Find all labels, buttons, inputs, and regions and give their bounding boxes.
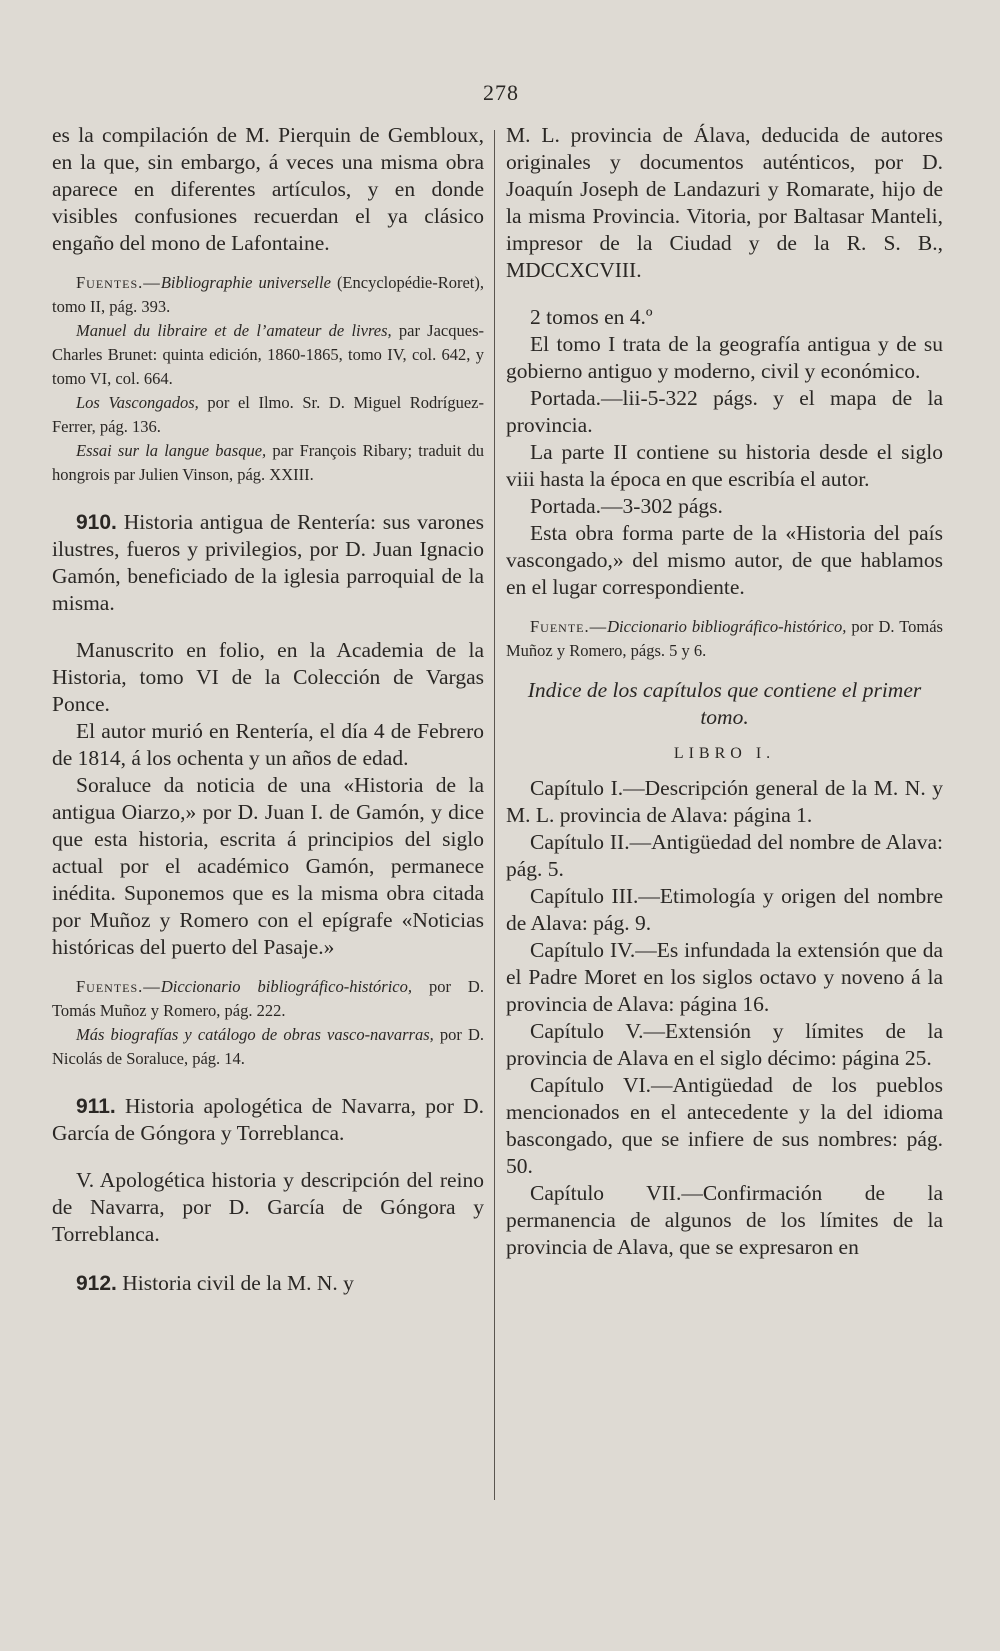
chapter-entry: Capítulo V.—Extensión y límites de la provincia de Alava en el siglo décimo: página 25.	[506, 1019, 943, 1070]
source-title: Más biografías y catálogo de obras vasco-navarras,	[76, 1025, 434, 1044]
paragraph-continuation: M. L. provincia de Álava, deducida de autores originales y documentos auténticos, por D. Joaquín Joseph de Landazuri y Romarate, hijo de la misma Provincia. Vitoria, por Baltasar Manteli, impresor de la Ciudad y de la R. S. B., MDCCXCVIII.	[506, 123, 943, 282]
entry-number: 910.	[76, 511, 117, 534]
sources-label: Fuentes.—	[76, 977, 161, 996]
left-column	[52, 122, 484, 1297]
paragraph: Portada.—3-302 págs.	[530, 494, 723, 518]
paragraph: El tomo I trata de la geografía antigua y de su gobierno antiguo y moderno, civil y económico.	[506, 332, 943, 383]
source-detail: (Encyclopédie-Roret), tomo II, pág. 393.	[52, 273, 484, 316]
column-divider	[494, 130, 495, 1500]
libro-heading: LIBRO I.	[673, 745, 776, 762]
entry-number: 912.	[76, 1272, 117, 1295]
entry-number: 911.	[76, 1095, 116, 1118]
sources-label: Fuentes.—	[76, 273, 161, 292]
chapter-entry: Capítulo VII.—Confirmación de la permanencia de algunos de los límites de la provincia de Alava, que se expresaron en	[506, 1181, 943, 1259]
chapter-entry: Capítulo IV.—Es infundada la extensión que da el Padre Moret en los siglos octavo y noveno á la provincia de Alava: página 16.	[506, 938, 943, 1016]
source-detail: por el Ilmo. Sr. D. Miguel Rodríguez-Ferrer, pág. 136.	[52, 393, 484, 436]
source-title: Diccionario bibliográfico-histórico,	[160, 977, 412, 996]
paragraph: Esta obra forma parte de la «Historia del país vascongado,» del mismo autor, de que hablamos en el lugar correspondiente.	[506, 521, 943, 599]
paragraph: La parte II contiene su historia desde el siglo viii hasta la época en que escribía el autor.	[506, 440, 943, 491]
source-title: Manuel du libraire et de l’amateur de livres,	[76, 321, 392, 340]
source-title: Bibliographie universelle	[160, 273, 331, 292]
entry-title: Historia antigua de Rentería: sus varones ilustres, fueros y privilegios, por D. Juan Ignacio Gamón, beneficiado de la iglesia parroquial de la misma.	[52, 510, 484, 615]
paragraph: El autor murió en Rentería, el día 4 de Febrero de 1814, á los ochenta y un años de edad.	[52, 719, 484, 770]
entry-title: Historia apologética de Navarra, por D. García de Góngora y Torreblanca.	[52, 1094, 484, 1145]
page-number: 278	[483, 80, 519, 105]
index-title	[506, 677, 943, 731]
right-column	[506, 122, 943, 1261]
source-detail: par François Ribary; traduit du hongrois par Julien Vinson, pág. XXIII.	[52, 441, 484, 484]
source-detail: por D. Nicolás de Soraluce, pág. 14.	[52, 1025, 484, 1068]
source-note	[52, 1023, 484, 1071]
paragraph: Portada.—lii-5-322 págs. y el mapa de la provincia.	[506, 386, 943, 437]
source-note	[52, 975, 484, 1023]
source-detail: par Jacques-Charles Brunet: quinta edición, 1860-1865, tomo IV, col. 642, y tomo VI, col. 664.	[52, 321, 484, 388]
entry-910	[52, 509, 484, 617]
source-detail: por D. Tomás Muñoz y Romero, pág. 222.	[52, 977, 484, 1020]
sources-label: Fuente.—	[530, 617, 608, 636]
source-note	[506, 615, 943, 663]
source-note	[52, 391, 484, 439]
source-note	[52, 319, 484, 391]
source-title: Essai sur la langue basque,	[76, 441, 267, 460]
paragraph: Soraluce da noticia de una «Historia de la antigua Oiarzo,» por D. Juan I. de Gamón, y dice que esta historia, escrita á principios del siglo actual por el académico Gamón, permanece inédita. Suponemos que es la misma obra citada por Muñoz y Romero con el epígrafe «Noticias históricas del puerto del Pasaje.»	[52, 773, 484, 959]
chapter-entry: Capítulo VI.—Antigüedad de los pueblos mencionados en el antecedente y la del idioma bascongado, que se infiere de sus nombres: pág. 50.	[506, 1073, 943, 1178]
index-title-text: Indice de los capítulos que contiene el primer tomo.	[527, 678, 922, 729]
source-title: Diccionario bibliográfico-histórico,	[607, 617, 847, 636]
source-note	[52, 439, 484, 487]
paragraph-continuation: es la compilación de M. Pierquin de Gembloux, en la que, sin embargo, á veces una misma obra aparece en diferentes artículos, y en donde visibles confusiones recuerdan el ya clásico engaño del mono de Lafontaine.	[52, 123, 484, 255]
entry-912	[52, 1270, 484, 1297]
source-title: Los Vascongados,	[76, 393, 199, 412]
source-detail: por D. Tomás Muñoz y Romero, págs. 5 y 6.	[506, 617, 943, 660]
paragraph: Manuscrito en folio, en la Academia de la Historia, tomo VI de la Colección de Vargas Ponce.	[52, 638, 484, 716]
paragraph: 2 tomos en 4.º	[530, 305, 653, 329]
source-note	[52, 271, 484, 319]
entry-title: Historia civil de la M. N. y	[116, 1271, 354, 1295]
paragraph: V. Apologética historia y descripción del reino de Navarra, por D. García de Góngora y Torreblanca.	[52, 1168, 484, 1246]
chapter-entry: Capítulo I.—Descripción general de la M. N. y M. L. provincia de Alava: página 1.	[506, 776, 943, 827]
entry-911	[52, 1093, 484, 1147]
chapter-entry: Capítulo III.—Etimología y origen del nombre de Alava: pág. 9.	[506, 884, 943, 935]
chapter-entry: Capítulo II.—Antigüedad del nombre de Alava: pág. 5.	[506, 830, 943, 881]
